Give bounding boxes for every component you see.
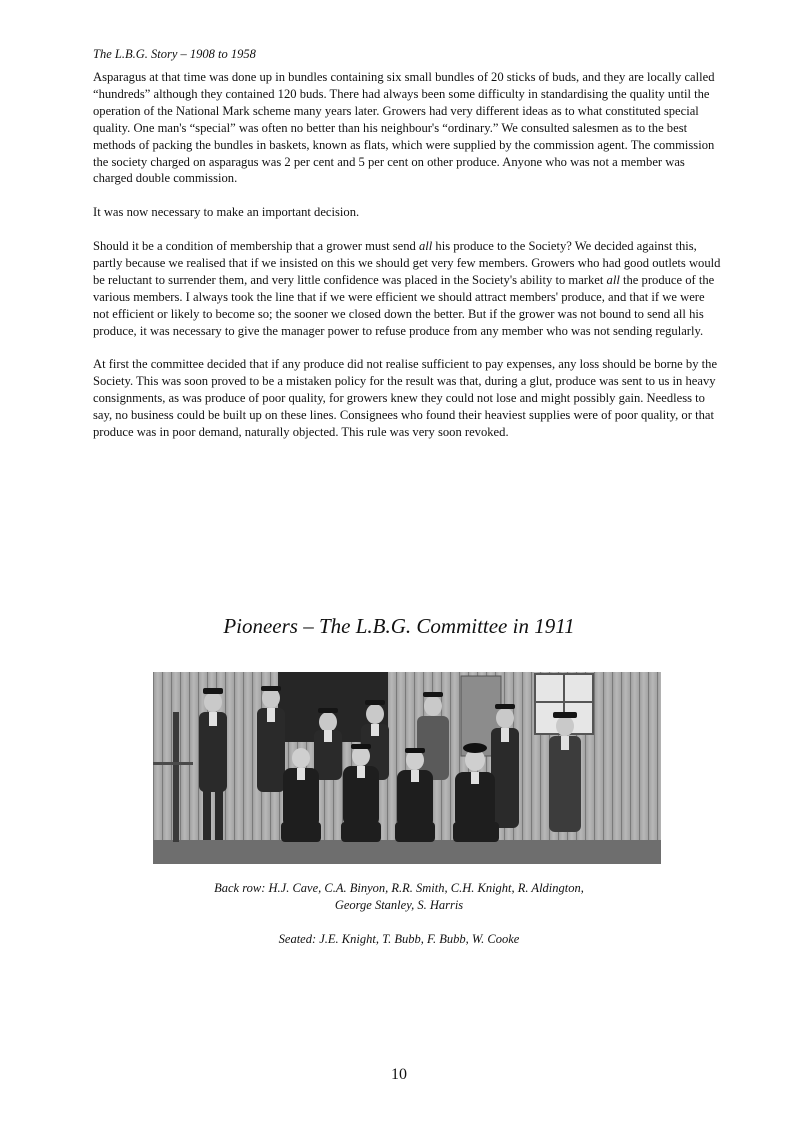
committee-photo bbox=[153, 672, 661, 864]
paragraph-membership-part-c: the produce of the various members. I always took the line that if we were efficient we should attract members' produce, and that if we were not efficient or likely to become so; the sooner we closed down the better. But if the grower was not bound to send all his produce, it was necessary to give the manager power to refuse produce from any member who was not sending regularly. bbox=[93, 272, 715, 338]
emphasis-all-1: all bbox=[418, 239, 433, 254]
emphasis-all-2: all bbox=[606, 272, 620, 287]
caption-seated-row: Seated: J.E. Knight, T. Bubb, F. Bubb, W. Cooke bbox=[278, 932, 520, 946]
paragraph-committee-policy: At first the committee decided that if any produce did not realise sufficient to pay expenses, any loss should be borne by the Society. This was soon proved to be a mistaken policy for the result was that, during a glut, produce was sent to us in heavy consignments, as was produce of poor quality, for growers knew they could not lose and might possibly gain. Needless to say, no business could be built up on these lines. Consignees who found their heaviest supplies were of poor quality, or that produce was in poor demand, naturally objected. This rule was very soon revoked. bbox=[93, 357, 718, 439]
page-number: 10 bbox=[391, 1066, 407, 1083]
paragraph-membership-part-a: Should it be a condition of membership that a grower must send bbox=[93, 239, 419, 254]
caption-back-row-line-2: George Stanley, S. Harris bbox=[334, 898, 464, 912]
paragraph-decision: It was now necessary to make an important decision. bbox=[93, 205, 360, 220]
body-text bbox=[93, 69, 723, 458]
running-header: The L.B.G. Story – 1908 to 1958 bbox=[93, 47, 256, 61]
paragraph-membership bbox=[93, 238, 723, 339]
caption-back-row-line-1: Back row: H.J. Cave, C.A. Binyon, R.R. Smith, C.H. Knight, R. Aldington, bbox=[214, 881, 584, 895]
paragraph-membership-part-b: his produce to the Society? We decided against this, partly because we realised that if we insisted on this we should get very few members. Growers who had good outlets would be reluctant to surrender them, and very little confidence was placed in the Society's ability to market bbox=[93, 239, 721, 287]
figure-title: Pioneers – The L.B.G. Committee in 1911 bbox=[223, 614, 575, 638]
paragraph-asparagus: Asparagus at that time was done up in bundles containing six small bundles of 20 sticks of buds, and they are locally called “hundreds” although they contained 120 buds. There had always been some difficulty in standardising the quality until the operation of the National Mark scheme many years later. Growers had very different ideas as to what constituted special quality. One man's “special” was often no better than his neighbour's “ordinary.” We consulted salesmen as to the best methods of packing the bundles in baskets, known as flats, which were supplied by the commission agent. The commission the society charged on asparagus was 2 per cent and 5 per cent on other produce. Anyone who was not a member was charged double commission. bbox=[93, 70, 715, 186]
